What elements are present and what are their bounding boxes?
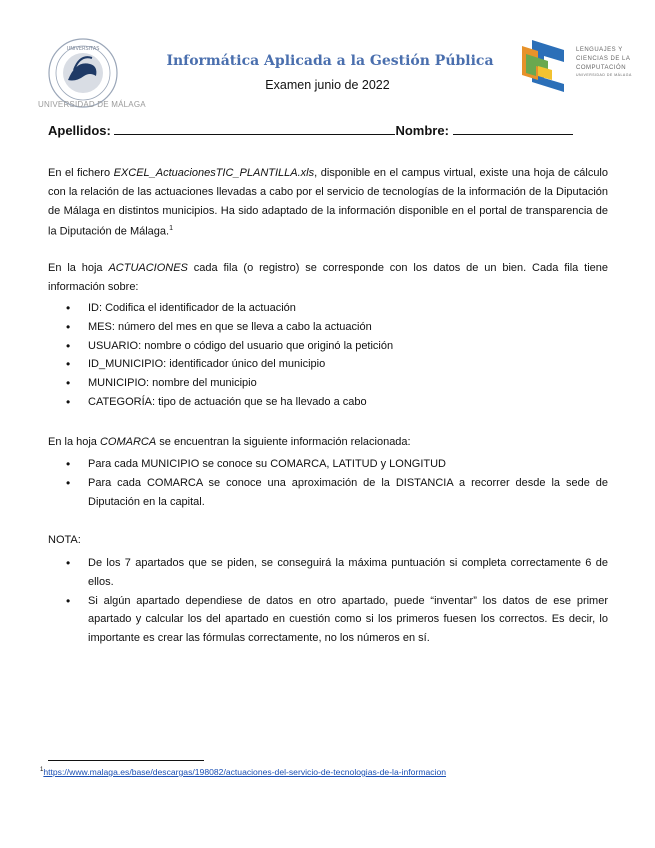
footnote-number: 1 (40, 767, 44, 774)
nota-label: NOTA: (48, 534, 81, 546)
footnote-ref: 1 (169, 225, 173, 233)
logo-line: LENGUAJES Y (576, 47, 623, 53)
surname-label: Apellidos: (48, 123, 111, 138)
student-form-line (48, 123, 618, 138)
list-item: • MES: número del mes en que se lleva a cabo la actuación (48, 318, 608, 337)
logo-line: COMPUTACIÓN (576, 65, 627, 71)
intro-paragraph (48, 164, 608, 242)
logo-line: UNIVERSIDAD DE MÁLAGA (576, 73, 632, 77)
actuaciones-paragraph (48, 259, 608, 297)
nota-list (48, 554, 608, 648)
list-item: • Para cada COMARCA se conoce una aproximación de la DISTANCIA a recorrer desde la sede de Diputación en la capital. (48, 474, 608, 512)
document-title: Informática Aplicada a la Gestión Pública (166, 53, 494, 69)
logo-line: CIENCIAS DE LA (576, 56, 631, 62)
text: cada fila (o registro) se corresponde con los datos de un bien. Cada fila tiene información sobre: (48, 262, 609, 293)
list-item: • ID_MUNICIPIO: identificador único del municipio (48, 355, 608, 374)
fields-list (48, 299, 608, 412)
department-logo-text (576, 46, 632, 78)
footnote-separator (48, 760, 204, 761)
text: En la hoja (48, 262, 109, 274)
text: En la hoja (48, 436, 100, 448)
surname-field[interactable] (114, 123, 395, 135)
comarca-paragraph (48, 433, 608, 452)
name-label: Nombre: (395, 123, 449, 138)
list-item: • Para cada MUNICIPIO se conoce su COMARCA, LATITUD y LONGITUD (48, 455, 608, 474)
document-subtitle: Examen junio de 2022 (265, 78, 390, 92)
text: , disponible en el campus virtual, existe una hoja de cálculo con la relación de las actuaciones llevadas a cabo por el servicio de tecnologías de la información de la Diputación de Málaga en distintos municipios. Ha sido adaptado de la información disponible en el portal de transparencia de la Diputación de Málaga. (48, 167, 608, 239)
list-item: • Si algún apartado dependiese de datos en otro apartado, puede “inventar” los datos de ese primer apartado y calcular los del apartado en cuestión como si los primeros fuesen los correctos. Es decir, lo importante es crear las fórmulas correctamente, no los números en sí. (48, 592, 608, 648)
university-caption: UNIVERSIDAD DE MÁLAGA (38, 100, 146, 109)
department-logo (518, 40, 566, 92)
list-item: • ID: Codifica el identificador de la actuación (48, 299, 608, 318)
footnote-link[interactable]: https://www.malaga.es/base/descargas/198082/actuaciones-del-servicio-de-tecnologias-de-la-informacion (43, 767, 447, 777)
text: se encuentran la siguiente información relacionada: (156, 436, 411, 448)
university-seal-logo (46, 36, 120, 110)
svg-text:UNIVERSITAS: UNIVERSITAS (66, 46, 100, 52)
list-item: • De los 7 apartados que se piden, se conseguirá la máxima puntuación si completa correctamente 6 de ellos. (48, 554, 608, 592)
list-item: • USUARIO: nombre o código del usuario que originó la petición (48, 337, 608, 356)
comarca-list (48, 455, 608, 511)
list-item: • CATEGORÍA: tipo de actuación que se ha llevado a cabo (48, 393, 608, 412)
text: En el fichero (48, 167, 114, 179)
name-field[interactable] (453, 123, 573, 135)
sheet-name: COMARCA (99, 436, 157, 448)
filename: EXCEL_ActuacionesTIC_PLANTILLA.xls (113, 167, 315, 179)
footnote (40, 767, 446, 777)
list-item: • MUNICIPIO: nombre del municipio (48, 374, 608, 393)
sheet-name: ACTUACIONES (108, 262, 188, 274)
